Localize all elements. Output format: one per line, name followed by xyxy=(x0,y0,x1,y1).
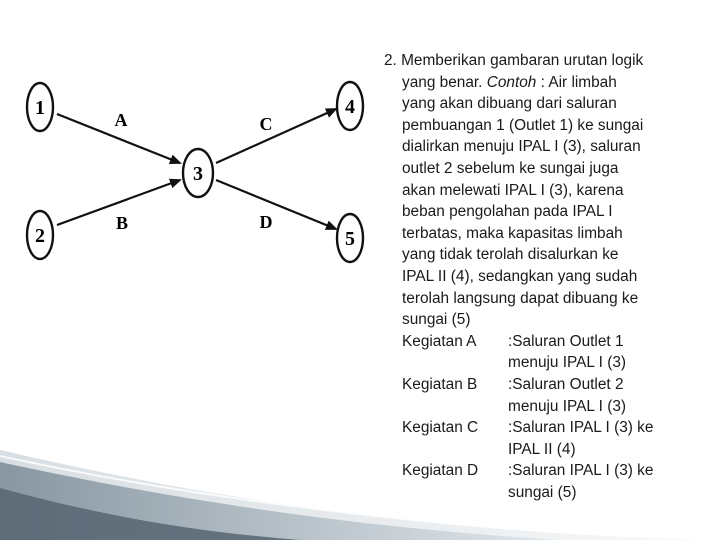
kegiatan-label: Kegiatan C xyxy=(402,419,479,437)
kegiatan-label: Kegiatan B xyxy=(402,375,478,393)
kegiatan-desc-cont: menuju IPAL I (3) xyxy=(508,354,627,372)
node-3-label: 3 xyxy=(193,163,203,185)
kegiatan-desc: :Saluran Outlet 2 xyxy=(508,375,624,393)
contoh-label: Contoh xyxy=(486,73,537,91)
text-line: yang tidak terolah disalurkan ke xyxy=(402,246,619,264)
kegiatan-label: Kegiatan A xyxy=(402,332,477,350)
text-line: beban pengolahan pada IPAL I xyxy=(402,203,613,221)
text-line: outlet 2 sebelum ke sungai juga xyxy=(402,159,619,177)
kegiatan-label: Kegiatan D xyxy=(402,462,479,480)
text-line: terolah langsung dapat dibuang ke xyxy=(402,289,639,307)
text-line: pembuangan 1 (Outlet 1) ke sungai xyxy=(402,116,644,134)
kegiatan-desc: :Saluran IPAL I (3) ke xyxy=(508,419,654,437)
node-2 xyxy=(27,211,53,259)
decorative-swoosh xyxy=(0,440,720,540)
text-line xyxy=(384,72,714,94)
text-line: dialirkan menuju IPAL I (3), saluran xyxy=(402,138,641,156)
kegiatan-desc-cont: IPAL II (4) xyxy=(508,440,576,458)
node-4 xyxy=(337,82,363,130)
edge-b-label: B xyxy=(115,213,129,233)
kegiatan-c xyxy=(384,417,714,439)
text-line: 2. Memberikan gambaran urutan logik xyxy=(384,52,644,69)
kegiatan-desc-cont: sungai (5) xyxy=(508,483,577,501)
text-line: terbatas, maka kapasitas limbah xyxy=(402,224,623,242)
kegiatan-desc-cont: menuju IPAL I (3) xyxy=(508,397,627,415)
kegiatan-b xyxy=(384,374,714,396)
kegiatan-desc: :Saluran IPAL I (3) ke xyxy=(508,462,654,480)
kegiatan-desc: :Saluran Outlet 1 xyxy=(508,332,624,350)
explanation-text xyxy=(384,50,714,503)
kegiatan-a xyxy=(384,331,714,353)
node-2-label: 2 xyxy=(35,225,45,247)
text-fragment: : Air limbah xyxy=(540,73,617,91)
edge-d-label: D xyxy=(259,212,273,232)
node-5-label: 5 xyxy=(345,228,355,250)
text-line: sungai (5) xyxy=(402,311,471,329)
node-1 xyxy=(27,83,53,131)
edge-c-label: C xyxy=(259,114,273,134)
node-5 xyxy=(337,214,363,262)
node-4-label: 4 xyxy=(345,96,355,118)
text-fragment: yang benar. xyxy=(402,73,483,91)
text-line: IPAL II (4), sedangkan yang sudah xyxy=(402,267,638,285)
text-line: akan melewati IPAL I (3), karena xyxy=(402,181,624,199)
node-3 xyxy=(183,149,213,197)
edge-c xyxy=(216,109,336,163)
node-1-label: 1 xyxy=(35,97,45,119)
edge-d xyxy=(216,180,336,229)
edge-a-label: A xyxy=(114,110,128,130)
text-line: yang akan dibuang dari saluran xyxy=(402,95,617,113)
flow-diagram xyxy=(18,62,372,282)
